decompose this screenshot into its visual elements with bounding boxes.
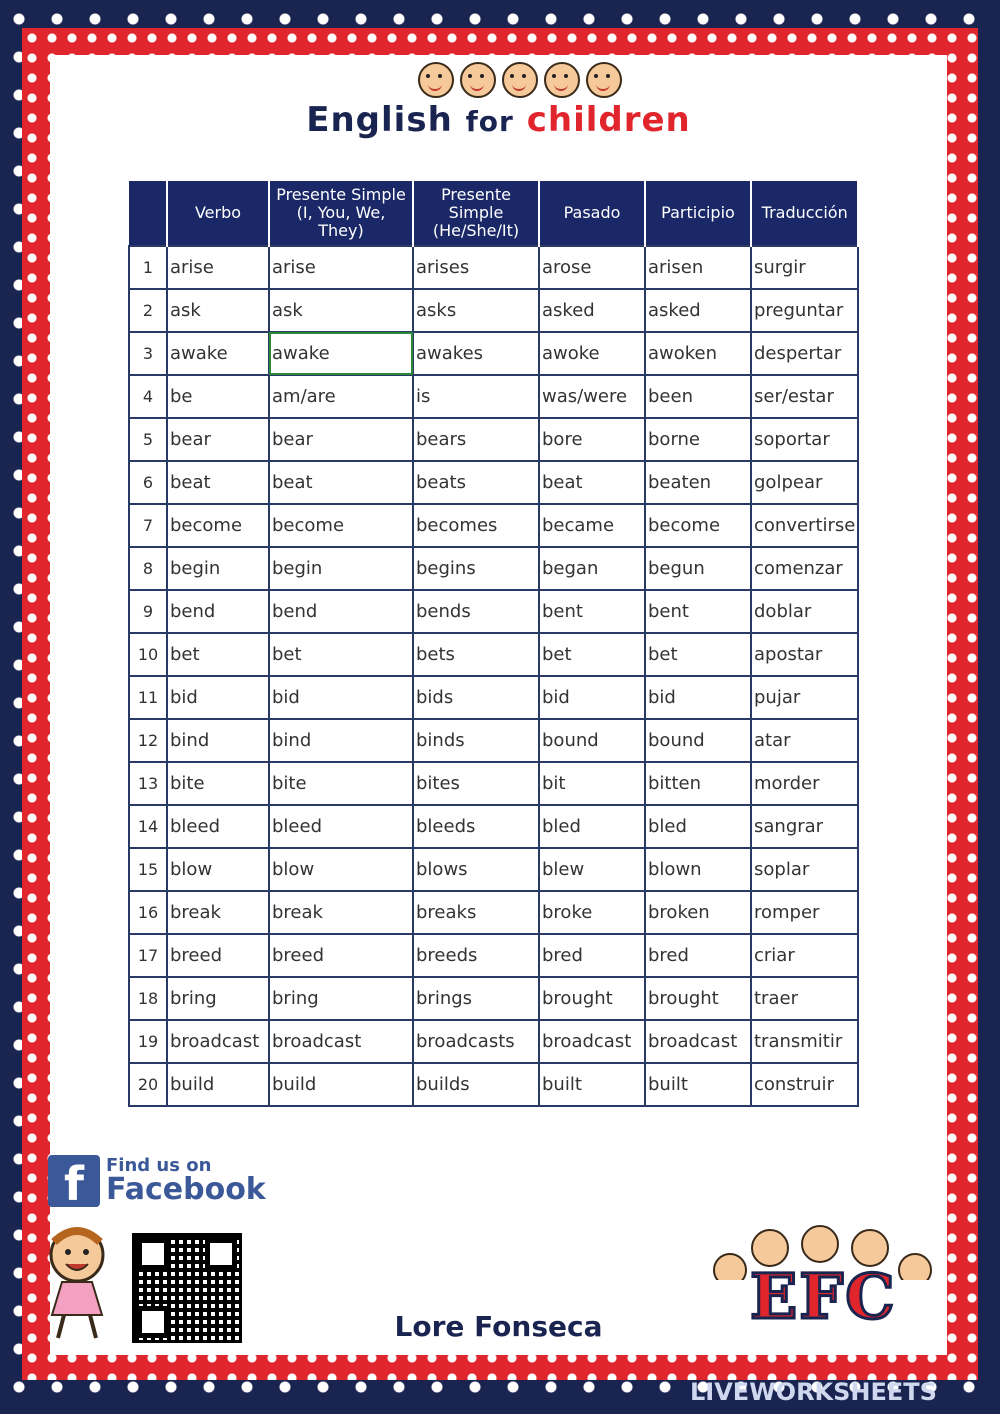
row-number-cell: 14 [129, 805, 167, 848]
table-row [129, 977, 858, 1020]
table-cell[interactable]: broken [645, 891, 751, 934]
table-cell[interactable]: pujar [751, 676, 858, 719]
table-cell[interactable]: asked [539, 289, 645, 332]
row-number-cell: 5 [129, 418, 167, 461]
table-cell[interactable]: despertar [751, 332, 858, 375]
row-number-cell: 15 [129, 848, 167, 891]
table-cell[interactable]: blow [269, 848, 413, 891]
facebook-icon[interactable]: f [48, 1155, 100, 1207]
table-row [129, 246, 858, 289]
column-header: Presente Simple (I, You, We, They) [269, 181, 413, 246]
table-cell[interactable]: be [167, 375, 269, 418]
table-cell[interactable]: brought [539, 977, 645, 1020]
column-header: Traducción [751, 181, 858, 246]
efc-logo-text: EFC [750, 1260, 897, 1333]
table-cell[interactable]: doblar [751, 590, 858, 633]
table-cell[interactable]: arises [413, 246, 539, 289]
table-cell[interactable]: broke [539, 891, 645, 934]
table-row [129, 547, 858, 590]
table-header-row [129, 181, 858, 246]
facebook-name-text: Facebook [106, 1172, 266, 1207]
table-cell[interactable]: breed [167, 934, 269, 977]
table-cell[interactable]: become [167, 504, 269, 547]
efc-logo-icon [690, 1220, 950, 1350]
table-cell[interactable]: bears [413, 418, 539, 461]
table-cell[interactable]: bites [413, 762, 539, 805]
table-cell[interactable]: brings [413, 977, 539, 1020]
row-number-cell: 12 [129, 719, 167, 762]
table-cell[interactable]: break [269, 891, 413, 934]
table-cell[interactable]: breed [269, 934, 413, 977]
table-cell[interactable]: morder [751, 762, 858, 805]
title-word-children: children [526, 100, 691, 140]
table-cell[interactable]: beat [539, 461, 645, 504]
table-cell[interactable]: break [167, 891, 269, 934]
row-number-cell: 20 [129, 1063, 167, 1106]
table-cell[interactable]: bind [167, 719, 269, 762]
table-cell[interactable]: become [645, 504, 751, 547]
table-row [129, 1020, 858, 1063]
table-cell[interactable]: bind [269, 719, 413, 762]
table-cell[interactable]: awake [269, 332, 413, 375]
table-cell[interactable]: criar [751, 934, 858, 977]
table-cell[interactable]: transmitir [751, 1020, 858, 1063]
table-row [129, 289, 858, 332]
table-cell[interactable]: begun [645, 547, 751, 590]
row-number-cell: 2 [129, 289, 167, 332]
table-cell[interactable]: breaks [413, 891, 539, 934]
table-cell[interactable]: bear [269, 418, 413, 461]
title-word-english: English [306, 100, 453, 140]
table-cell[interactable]: bend [167, 590, 269, 633]
table-cell[interactable]: beat [269, 461, 413, 504]
table-cell[interactable]: preguntar [751, 289, 858, 332]
column-header: Pasado [539, 181, 645, 246]
table-cell[interactable]: am/are [269, 375, 413, 418]
author-name: Lore Fonseca [394, 1310, 603, 1343]
table-row [129, 719, 858, 762]
table-cell[interactable]: borne [645, 418, 751, 461]
table-cell[interactable]: bends [413, 590, 539, 633]
table-cell[interactable]: construir [751, 1063, 858, 1106]
table-cell[interactable]: bite [167, 762, 269, 805]
table-cell[interactable]: bets [413, 633, 539, 676]
table-cell[interactable]: bitten [645, 762, 751, 805]
table-row [129, 375, 858, 418]
table-row [129, 848, 858, 891]
table-cell[interactable]: bring [269, 977, 413, 1020]
table-cell[interactable]: bet [269, 633, 413, 676]
row-number-cell: 11 [129, 676, 167, 719]
table-row [129, 633, 858, 676]
table-cell[interactable]: comenzar [751, 547, 858, 590]
table-cell[interactable]: blow [167, 848, 269, 891]
table-cell[interactable]: became [539, 504, 645, 547]
table-cell[interactable]: bids [413, 676, 539, 719]
table-row [129, 418, 858, 461]
page-title [50, 100, 947, 140]
table-cell[interactable]: convertirse [751, 504, 858, 547]
worksheet-page [50, 55, 947, 1355]
table-cell[interactable]: breeds [413, 934, 539, 977]
table-cell[interactable]: broadcast [167, 1020, 269, 1063]
table-cell[interactable]: ask [167, 289, 269, 332]
table-cell[interactable]: awoke [539, 332, 645, 375]
table-cell[interactable]: bit [539, 762, 645, 805]
table-row [129, 891, 858, 934]
table-cell[interactable]: bet [167, 633, 269, 676]
row-number-cell: 4 [129, 375, 167, 418]
table-cell[interactable]: arose [539, 246, 645, 289]
table-cell[interactable]: build [269, 1063, 413, 1106]
table-cell[interactable]: becomes [413, 504, 539, 547]
table-cell[interactable]: bred [645, 934, 751, 977]
column-header [129, 181, 167, 246]
table-cell[interactable]: is [413, 375, 539, 418]
table-cell[interactable]: bite [269, 762, 413, 805]
table-cell[interactable]: bid [167, 676, 269, 719]
table-cell[interactable]: apostar [751, 633, 858, 676]
table-cell[interactable]: bet [539, 633, 645, 676]
table-cell[interactable]: bring [167, 977, 269, 1020]
table-cell[interactable]: awoken [645, 332, 751, 375]
table-cell[interactable]: ser/estar [751, 375, 858, 418]
verbs-table [128, 181, 859, 1107]
watermark-text: LIVEWORKSHEETS [690, 1378, 937, 1406]
row-number-cell: 19 [129, 1020, 167, 1063]
table-row [129, 461, 858, 504]
table-cell[interactable]: soportar [751, 418, 858, 461]
table-cell[interactable]: bound [539, 719, 645, 762]
table-cell[interactable]: awakes [413, 332, 539, 375]
table-cell[interactable]: arise [167, 246, 269, 289]
table-cell[interactable]: blows [413, 848, 539, 891]
table-cell[interactable]: binds [413, 719, 539, 762]
table-cell[interactable]: awake [167, 332, 269, 375]
table-cell[interactable]: bid [539, 676, 645, 719]
table-cell[interactable]: ask [269, 289, 413, 332]
table-cell[interactable]: built [539, 1063, 645, 1106]
table-cell[interactable]: beats [413, 461, 539, 504]
row-number-cell: 3 [129, 332, 167, 375]
table-cell[interactable]: bent [539, 590, 645, 633]
row-number-cell: 16 [129, 891, 167, 934]
table-cell[interactable]: arisen [645, 246, 751, 289]
table-body [129, 246, 858, 1106]
row-number-cell: 10 [129, 633, 167, 676]
table-cell[interactable]: bleeds [413, 805, 539, 848]
table-cell[interactable]: bleed [269, 805, 413, 848]
table-row [129, 590, 858, 633]
header [50, 60, 947, 150]
row-number-cell: 13 [129, 762, 167, 805]
facebook-find-text: Find us on [106, 1155, 212, 1176]
row-number-cell: 6 [129, 461, 167, 504]
table-cell[interactable]: began [539, 547, 645, 590]
title-word-for: for [465, 105, 514, 138]
column-header: Participio [645, 181, 751, 246]
table-cell[interactable]: bend [269, 590, 413, 633]
table-cell[interactable]: beat [167, 461, 269, 504]
table-cell[interactable]: broadcast [645, 1020, 751, 1063]
table-cell[interactable]: bred [539, 934, 645, 977]
column-header: Verbo [167, 181, 269, 246]
row-number-cell: 18 [129, 977, 167, 1020]
table-cell[interactable]: bear [167, 418, 269, 461]
table-row [129, 676, 858, 719]
table-cell[interactable]: builds [413, 1063, 539, 1106]
table-cell[interactable]: bid [269, 676, 413, 719]
table-cell[interactable]: bid [645, 676, 751, 719]
table-cell[interactable]: asks [413, 289, 539, 332]
table-cell[interactable]: atar [751, 719, 858, 762]
table-cell[interactable]: arise [269, 246, 413, 289]
table-cell[interactable]: brought [645, 977, 751, 1020]
table-cell[interactable]: begin [269, 547, 413, 590]
table-row [129, 332, 858, 375]
table-cell[interactable]: romper [751, 891, 858, 934]
table-cell[interactable]: surgir [751, 246, 858, 289]
table-cell[interactable]: blew [539, 848, 645, 891]
table-cell[interactable]: bent [645, 590, 751, 633]
table-cell[interactable]: become [269, 504, 413, 547]
table-row [129, 934, 858, 977]
table-row [129, 504, 858, 547]
table-cell[interactable]: bled [645, 805, 751, 848]
table-row [129, 1063, 858, 1106]
facebook-block[interactable] [48, 1155, 266, 1211]
table-cell[interactable]: bore [539, 418, 645, 461]
table-cell[interactable]: soplar [751, 848, 858, 891]
table-cell[interactable]: bound [645, 719, 751, 762]
table-cell[interactable]: blown [645, 848, 751, 891]
table-cell[interactable]: asked [645, 289, 751, 332]
table-cell[interactable]: broadcast [269, 1020, 413, 1063]
table-cell[interactable]: been [645, 375, 751, 418]
table-cell[interactable]: build [167, 1063, 269, 1106]
table-cell[interactable]: golpear [751, 461, 858, 504]
table-cell[interactable]: broadcast [539, 1020, 645, 1063]
table-cell[interactable]: sangrar [751, 805, 858, 848]
row-number-cell: 17 [129, 934, 167, 977]
row-number-cell: 7 [129, 504, 167, 547]
row-number-cell: 1 [129, 246, 167, 289]
row-number-cell: 9 [129, 590, 167, 633]
table-cell[interactable]: begins [413, 547, 539, 590]
table-row [129, 805, 858, 848]
row-number-cell: 8 [129, 547, 167, 590]
table-cell[interactable]: broadcasts [413, 1020, 539, 1063]
table-cell[interactable]: bled [539, 805, 645, 848]
table-cell[interactable]: built [645, 1063, 751, 1106]
table-cell[interactable]: bet [645, 633, 751, 676]
table-cell[interactable]: bleed [167, 805, 269, 848]
column-header: Presente Simple (He/She/It) [413, 181, 539, 246]
table-cell[interactable]: beaten [645, 461, 751, 504]
table-cell[interactable]: begin [167, 547, 269, 590]
table-row [129, 762, 858, 805]
table-cell[interactable]: traer [751, 977, 858, 1020]
table-cell[interactable]: was/were [539, 375, 645, 418]
